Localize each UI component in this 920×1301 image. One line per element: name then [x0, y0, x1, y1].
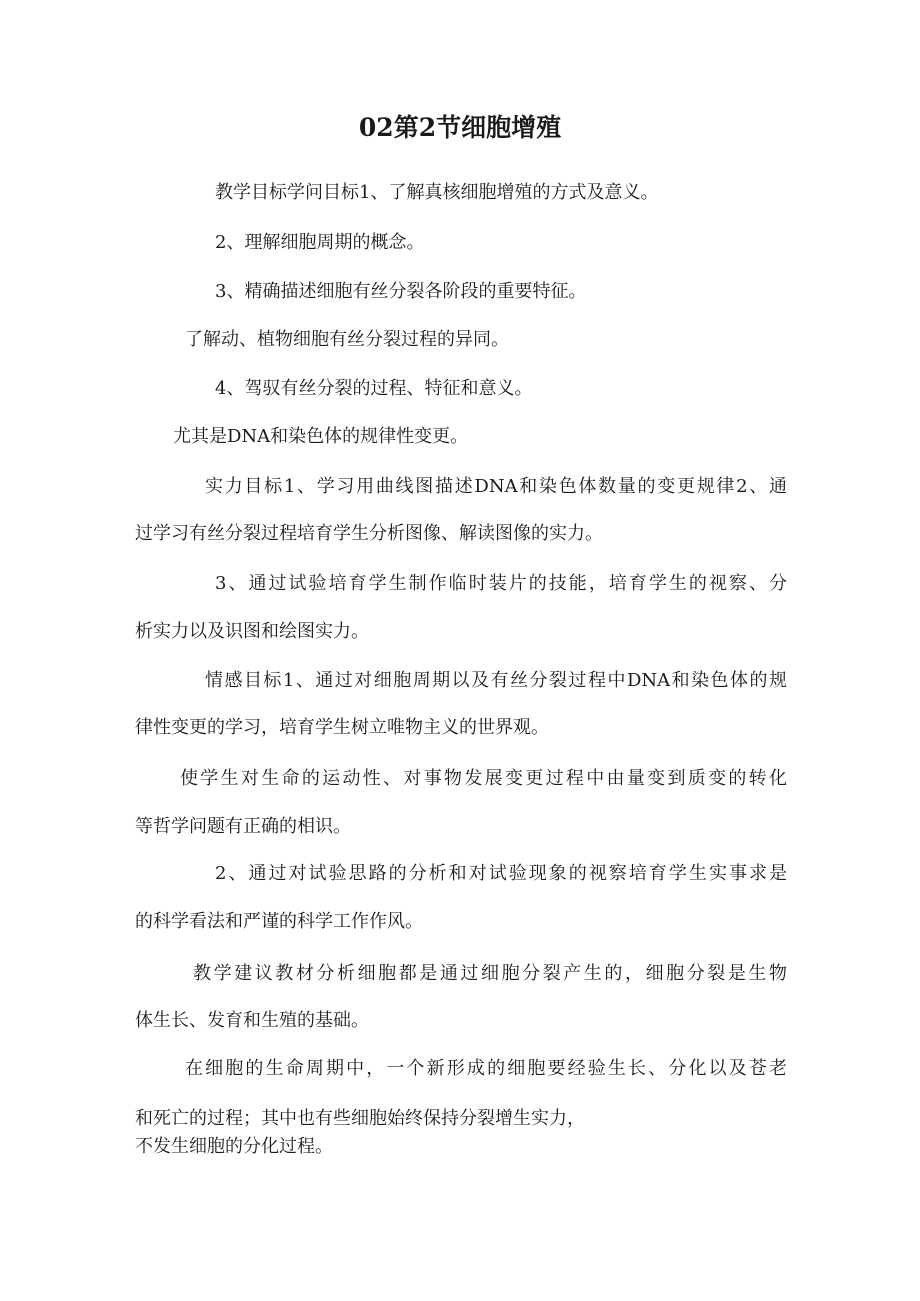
text-line: 2、理解细胞周期的概念。 [215, 232, 425, 253]
text-line: 3、通过试验培育学生制作临时装片的技能，培育学生的视察、分 [215, 573, 787, 594]
text-line: 4、驾驭有丝分裂的过程、特征和意义。 [215, 378, 533, 399]
text-line: 实力目标1、学习用曲线图描述DNA和染色体数量的变更规律2、通 [205, 476, 787, 497]
text-line: 在细胞的生命周期中，一个新形成的细胞要经验生长、分化以及苍老 [185, 1058, 787, 1079]
text-line: 教学建议教材分析细胞都是通过细胞分裂产生的，细胞分裂是生物 [193, 963, 787, 984]
text-line: 了解动、植物细胞有丝分裂过程的异同。 [185, 329, 509, 350]
text-line: 不发生细胞的分化过程。 [135, 1136, 333, 1157]
text-line: 2、通过对试验思路的分析和对试验现象的视察培育学生实事求是 [215, 863, 787, 884]
text-line: 律性变更的学习，培育学生树立唯物主义的世界观。 [135, 717, 549, 738]
text-line: 使学生对生命的运动性、对事物发展变更过程中由量变到质变的转化 [180, 768, 787, 789]
text-line: 体生长、发育和生殖的基础。 [135, 1010, 369, 1031]
document-title: 02第2节细胞增殖 [358, 113, 562, 142]
text-line: 析实力以及识图和绘图实力。 [135, 621, 369, 642]
text-line: 的科学看法和严谨的科学工作作风。 [135, 911, 423, 932]
text-line: 尤其是DNA和染色体的规律性变更。 [173, 426, 469, 447]
text-line: 教学目标学问目标1、了解真核细胞增殖的方式及意义。 [215, 182, 659, 203]
text-line: 等哲学问题有正确的相识。 [135, 816, 351, 837]
text-line: 情感目标1、通过对细胞周期以及有丝分裂过程中DNA和染色体的规 [205, 670, 787, 691]
text-line: 3、精确描述细胞有丝分裂各阶段的重要特征。 [215, 281, 587, 302]
text-line: 和死亡的过程；其中也有些细胞始终保持分裂增生实力， [135, 1108, 585, 1129]
text-line: 过学习有丝分裂过程培育学生分析图像、解读图像的实力。 [135, 523, 603, 544]
